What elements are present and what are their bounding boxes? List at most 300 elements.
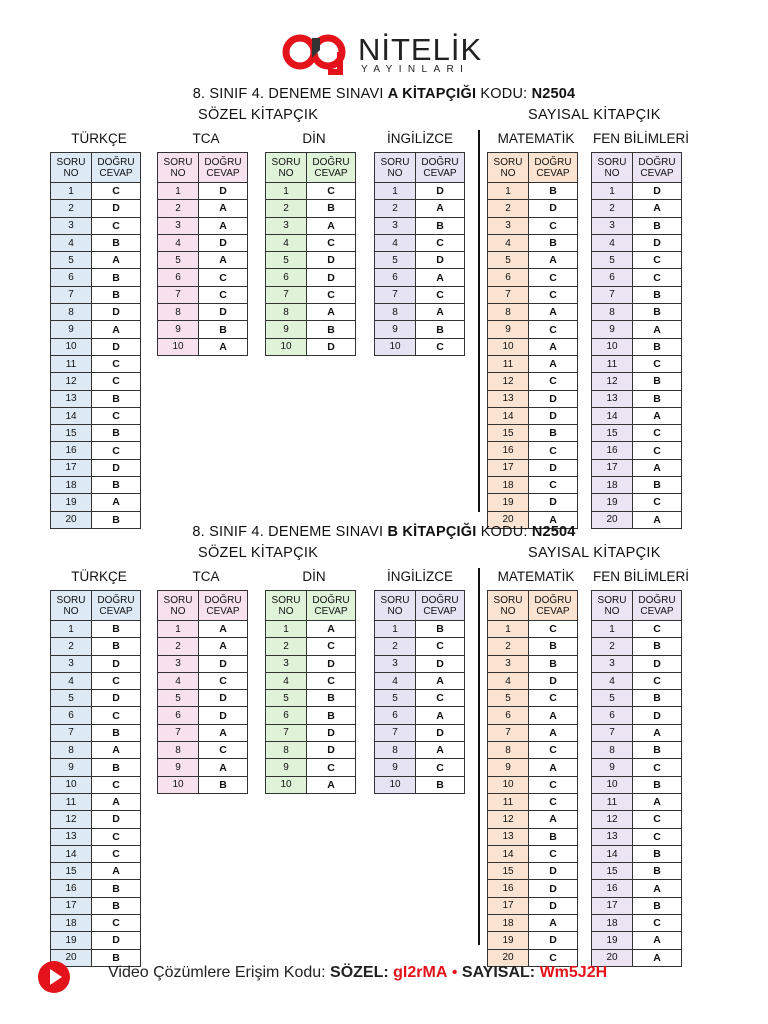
question-number: 8 xyxy=(375,742,416,759)
header-question-no: SORU NO xyxy=(51,591,92,621)
question-number: 1 xyxy=(592,621,633,638)
table-row xyxy=(51,217,141,234)
question-number: 6 xyxy=(375,707,416,724)
table-row xyxy=(51,183,141,200)
table-row xyxy=(51,672,141,689)
question-number: 7 xyxy=(51,286,92,303)
answer-cell: C xyxy=(633,425,682,442)
table-row xyxy=(51,425,141,442)
answer-cell: C xyxy=(416,638,465,655)
header-correct-answer: DOĞRU CEVAP xyxy=(416,153,465,183)
question-number: 5 xyxy=(592,252,633,269)
question-number: 11 xyxy=(488,793,529,810)
table-row xyxy=(488,793,578,810)
answer-cell: A xyxy=(416,672,465,689)
logo-mark-icon xyxy=(282,30,354,76)
table-row xyxy=(488,776,578,793)
table-row xyxy=(51,373,141,390)
answer-cell: D xyxy=(416,724,465,741)
table-row xyxy=(488,183,578,200)
question-number: 10 xyxy=(158,338,199,355)
question-number: 1 xyxy=(51,183,92,200)
question-number: 16 xyxy=(51,442,92,459)
table-row xyxy=(488,845,578,862)
answer-cell: A xyxy=(199,638,248,655)
header-question-no: SORU NO xyxy=(266,153,307,183)
table-row xyxy=(51,621,141,638)
table-row xyxy=(51,932,141,949)
play-icon[interactable] xyxy=(38,961,70,993)
table-row xyxy=(158,200,248,217)
answer-cell: B xyxy=(92,425,141,442)
question-number: 6 xyxy=(51,269,92,286)
verbal-booklet-heading: SÖZEL KİTAPÇIK xyxy=(198,545,319,561)
answer-key-table xyxy=(591,152,682,529)
table-row xyxy=(375,655,465,672)
question-number: 2 xyxy=(158,638,199,655)
answer-cell: C xyxy=(633,915,682,932)
subject-heading: FEN BİLİMLERİ xyxy=(592,131,690,146)
table-row xyxy=(51,845,141,862)
answer-cell: A xyxy=(529,707,578,724)
answer-key-table xyxy=(374,152,465,356)
answer-cell: B xyxy=(633,897,682,914)
question-number: 14 xyxy=(592,407,633,424)
question-number: 16 xyxy=(488,880,529,897)
answer-cell: A xyxy=(633,459,682,476)
answer-cell: A xyxy=(92,742,141,759)
header-question-no: SORU NO xyxy=(592,591,633,621)
table-row xyxy=(158,742,248,759)
question-number: 11 xyxy=(51,355,92,372)
question-number: 2 xyxy=(51,638,92,655)
question-number: 14 xyxy=(592,845,633,862)
question-number: 9 xyxy=(266,759,307,776)
question-number: 6 xyxy=(266,269,307,286)
answer-cell: D xyxy=(199,707,248,724)
question-number: 15 xyxy=(592,863,633,880)
subject-heading: MATEMATİK xyxy=(497,131,575,146)
answer-cell: C xyxy=(92,217,141,234)
header-correct-answer: DOĞRU CEVAP xyxy=(199,591,248,621)
table-row xyxy=(375,672,465,689)
table-row xyxy=(51,742,141,759)
question-number: 20 xyxy=(51,511,92,528)
table-row xyxy=(158,252,248,269)
table-row xyxy=(266,621,356,638)
question-number: 7 xyxy=(158,286,199,303)
section-title xyxy=(0,86,768,102)
question-number: 7 xyxy=(488,724,529,741)
subject-heading: TÜRKÇE xyxy=(71,569,127,584)
question-number: 20 xyxy=(488,511,529,528)
question-number: 4 xyxy=(592,672,633,689)
table-row xyxy=(592,897,682,914)
answer-cell: B xyxy=(199,776,248,793)
question-number: 10 xyxy=(375,338,416,355)
answer-cell: C xyxy=(92,845,141,862)
question-number: 9 xyxy=(488,321,529,338)
table-row xyxy=(51,863,141,880)
answer-cell: C xyxy=(92,915,141,932)
question-number: 14 xyxy=(51,845,92,862)
question-number: 8 xyxy=(266,304,307,321)
answer-cell: B xyxy=(633,373,682,390)
question-number: 5 xyxy=(592,690,633,707)
brand-logo xyxy=(282,30,483,80)
question-number: 8 xyxy=(51,304,92,321)
question-number: 4 xyxy=(375,234,416,251)
table-row xyxy=(375,742,465,759)
table-row xyxy=(158,724,248,741)
question-number: 11 xyxy=(51,793,92,810)
table-row xyxy=(592,390,682,407)
table-row xyxy=(488,863,578,880)
table-row xyxy=(51,407,141,424)
question-number: 4 xyxy=(266,234,307,251)
question-number: 9 xyxy=(488,759,529,776)
question-number: 4 xyxy=(266,672,307,689)
table-row xyxy=(488,304,578,321)
answer-cell: C xyxy=(92,407,141,424)
question-number: 17 xyxy=(592,459,633,476)
question-number: 18 xyxy=(51,477,92,494)
question-number: 11 xyxy=(592,793,633,810)
question-number: 13 xyxy=(488,828,529,845)
answer-cell: D xyxy=(416,655,465,672)
table-row xyxy=(488,672,578,689)
question-number: 2 xyxy=(488,200,529,217)
table-row xyxy=(266,759,356,776)
answer-cell: B xyxy=(529,234,578,251)
table-row xyxy=(51,759,141,776)
numeric-code: Wm5J2H xyxy=(539,964,608,981)
answer-cell: C xyxy=(529,776,578,793)
verbal-code: gI2rMA xyxy=(393,964,448,981)
answer-cell: C xyxy=(92,707,141,724)
answer-cell: A xyxy=(529,724,578,741)
answer-cell: C xyxy=(529,286,578,303)
subject-heading: TCA xyxy=(192,131,220,146)
question-number: 2 xyxy=(592,200,633,217)
table-row xyxy=(488,425,578,442)
table-row xyxy=(266,724,356,741)
question-number: 7 xyxy=(266,286,307,303)
table-row xyxy=(488,286,578,303)
question-number: 8 xyxy=(158,304,199,321)
question-number: 6 xyxy=(375,269,416,286)
answer-cell: D xyxy=(529,932,578,949)
answer-cell: C xyxy=(307,672,356,689)
answer-cell: A xyxy=(633,407,682,424)
question-number: 3 xyxy=(51,655,92,672)
table-row xyxy=(375,338,465,355)
table-row xyxy=(592,880,682,897)
table-row xyxy=(488,338,578,355)
answer-cell: D xyxy=(633,655,682,672)
question-number: 2 xyxy=(375,638,416,655)
question-number: 18 xyxy=(51,915,92,932)
answer-cell: D xyxy=(307,269,356,286)
table-row xyxy=(375,759,465,776)
table-row xyxy=(375,621,465,638)
table-row xyxy=(266,252,356,269)
question-number: 9 xyxy=(51,759,92,776)
answer-cell: D xyxy=(199,304,248,321)
question-number: 20 xyxy=(592,949,633,966)
table-row xyxy=(592,200,682,217)
answer-cell: A xyxy=(199,759,248,776)
answer-cell: D xyxy=(633,183,682,200)
answer-cell: A xyxy=(529,338,578,355)
title-kodu: KODU: xyxy=(480,86,528,102)
question-number: 10 xyxy=(51,776,92,793)
answer-cell: C xyxy=(633,252,682,269)
question-number: 3 xyxy=(266,655,307,672)
answer-cell: D xyxy=(199,655,248,672)
verbal-label: SÖZEL xyxy=(330,964,384,981)
table-row xyxy=(266,707,356,724)
answer-key-table xyxy=(157,590,248,794)
table-row xyxy=(158,304,248,321)
table-row xyxy=(488,269,578,286)
table-row xyxy=(158,672,248,689)
answer-cell: B xyxy=(92,897,141,914)
table-row xyxy=(51,897,141,914)
answer-cell: A xyxy=(199,252,248,269)
question-number: 5 xyxy=(375,690,416,707)
table-row xyxy=(158,690,248,707)
question-number: 3 xyxy=(592,217,633,234)
question-number: 1 xyxy=(375,621,416,638)
verbal-booklet-heading: SÖZEL KİTAPÇIK xyxy=(198,107,319,123)
table-row xyxy=(51,828,141,845)
answer-cell: C xyxy=(307,759,356,776)
answer-cell: B xyxy=(92,638,141,655)
answer-cell: B xyxy=(92,880,141,897)
question-number: 2 xyxy=(266,200,307,217)
answer-cell: D xyxy=(529,897,578,914)
answer-cell: A xyxy=(529,252,578,269)
table-row xyxy=(51,776,141,793)
header-correct-answer: DOĞRU CEVAP xyxy=(307,153,356,183)
question-number: 11 xyxy=(592,355,633,372)
table-row xyxy=(488,897,578,914)
answer-cell: D xyxy=(529,407,578,424)
answer-cell: C xyxy=(529,373,578,390)
question-number: 18 xyxy=(488,477,529,494)
answer-cell: D xyxy=(92,690,141,707)
answer-cell: B xyxy=(92,511,141,528)
answer-cell: D xyxy=(92,200,141,217)
table-row xyxy=(592,494,682,511)
question-number: 9 xyxy=(158,321,199,338)
exam-code: N2504 xyxy=(531,524,576,540)
numeric-label: SAYISAL xyxy=(461,964,530,981)
answer-cell: D xyxy=(92,655,141,672)
question-number: 2 xyxy=(266,638,307,655)
question-number: 8 xyxy=(158,742,199,759)
answer-cell: D xyxy=(416,252,465,269)
answer-cell: B xyxy=(92,724,141,741)
table-row xyxy=(592,863,682,880)
question-number: 10 xyxy=(592,776,633,793)
table-row xyxy=(51,724,141,741)
footer-text: Video Çözümlere Erişim Kodu: xyxy=(108,964,326,981)
question-number: 4 xyxy=(158,234,199,251)
answer-cell: A xyxy=(529,304,578,321)
answer-cell: D xyxy=(307,252,356,269)
question-number: 12 xyxy=(592,811,633,828)
question-number: 12 xyxy=(488,373,529,390)
answer-cell: A xyxy=(633,880,682,897)
answer-cell: C xyxy=(92,776,141,793)
table-row xyxy=(266,638,356,655)
answer-cell: A xyxy=(199,217,248,234)
table-row xyxy=(51,638,141,655)
table-row xyxy=(158,286,248,303)
question-number: 4 xyxy=(375,672,416,689)
question-number: 5 xyxy=(488,252,529,269)
answer-cell: A xyxy=(199,338,248,355)
table-row xyxy=(592,286,682,303)
answer-cell: A xyxy=(633,724,682,741)
question-number: 16 xyxy=(488,442,529,459)
header-correct-answer: DOĞRU CEVAP xyxy=(92,153,141,183)
answer-cell: C xyxy=(416,690,465,707)
question-number: 3 xyxy=(375,217,416,234)
table-row xyxy=(488,690,578,707)
table-row xyxy=(51,390,141,407)
table-row xyxy=(375,234,465,251)
answer-cell: C xyxy=(416,759,465,776)
answer-cell: C xyxy=(307,638,356,655)
section-divider xyxy=(478,568,480,945)
table-row xyxy=(488,638,578,655)
answer-cell: D xyxy=(633,707,682,724)
answer-cell: C xyxy=(92,183,141,200)
question-number: 4 xyxy=(488,672,529,689)
answer-key-table xyxy=(591,590,682,967)
table-row xyxy=(592,442,682,459)
answer-cell: A xyxy=(416,269,465,286)
answer-cell: B xyxy=(307,321,356,338)
question-number: 5 xyxy=(266,252,307,269)
title-prefix: 8. SINIF 4. DENEME SINAVI xyxy=(192,524,384,540)
question-number: 7 xyxy=(266,724,307,741)
answer-cell: C xyxy=(529,477,578,494)
question-number: 6 xyxy=(488,707,529,724)
answer-cell: B xyxy=(307,690,356,707)
table-row xyxy=(266,338,356,355)
table-row xyxy=(266,269,356,286)
answer-cell: C xyxy=(529,269,578,286)
answer-cell: D xyxy=(529,672,578,689)
answer-cell: B xyxy=(633,638,682,655)
answer-cell: C xyxy=(633,759,682,776)
table-row xyxy=(592,355,682,372)
answer-key-table xyxy=(265,590,356,794)
booklet-name: B KİTAPÇIĞI xyxy=(387,524,477,540)
question-number: 3 xyxy=(488,655,529,672)
header-question-no: SORU NO xyxy=(592,153,633,183)
question-number: 19 xyxy=(592,494,633,511)
question-number: 15 xyxy=(51,863,92,880)
answer-cell: B xyxy=(529,425,578,442)
question-number: 14 xyxy=(488,407,529,424)
question-number: 16 xyxy=(51,880,92,897)
subject-heading: İNGİLİZCE xyxy=(386,569,453,584)
table-row xyxy=(592,321,682,338)
question-number: 11 xyxy=(488,355,529,372)
header-correct-answer: DOĞRU CEVAP xyxy=(633,153,682,183)
answer-cell: C xyxy=(633,269,682,286)
table-row xyxy=(51,304,141,321)
header-question-no: SORU NO xyxy=(51,153,92,183)
answer-cell: C xyxy=(633,494,682,511)
answer-cell: A xyxy=(199,724,248,741)
question-number: 7 xyxy=(375,286,416,303)
question-number: 15 xyxy=(51,425,92,442)
question-number: 19 xyxy=(51,494,92,511)
answer-key-table xyxy=(50,590,141,967)
table-row xyxy=(592,269,682,286)
brand-name: NİTELİK xyxy=(358,32,483,67)
question-number: 5 xyxy=(158,252,199,269)
table-row xyxy=(266,776,356,793)
header-question-no: SORU NO xyxy=(375,153,416,183)
table-row xyxy=(592,252,682,269)
table-row xyxy=(592,724,682,741)
table-row xyxy=(592,742,682,759)
question-number: 10 xyxy=(375,776,416,793)
table-row xyxy=(592,373,682,390)
answer-cell: C xyxy=(633,621,682,638)
table-row xyxy=(375,217,465,234)
question-number: 1 xyxy=(375,183,416,200)
answer-cell: B xyxy=(529,638,578,655)
question-number: 15 xyxy=(488,863,529,880)
section-title xyxy=(0,524,768,540)
header-question-no: SORU NO xyxy=(488,591,529,621)
answer-cell: B xyxy=(633,776,682,793)
table-row xyxy=(592,338,682,355)
question-number: 4 xyxy=(488,234,529,251)
question-number: 8 xyxy=(488,304,529,321)
table-row xyxy=(488,200,578,217)
answer-cell: D xyxy=(307,724,356,741)
table-row xyxy=(158,776,248,793)
answer-key-table xyxy=(374,590,465,794)
answer-cell: C xyxy=(199,742,248,759)
question-number: 16 xyxy=(592,442,633,459)
table-row xyxy=(488,811,578,828)
question-number: 3 xyxy=(158,217,199,234)
question-number: 4 xyxy=(592,234,633,251)
answer-cell: A xyxy=(199,200,248,217)
table-row xyxy=(266,672,356,689)
answer-cell: C xyxy=(199,269,248,286)
answer-cell: C xyxy=(529,321,578,338)
question-number: 12 xyxy=(592,373,633,390)
question-number: 12 xyxy=(488,811,529,828)
question-number: 7 xyxy=(488,286,529,303)
answer-cell: C xyxy=(416,234,465,251)
answer-cell: B xyxy=(633,863,682,880)
table-row xyxy=(51,286,141,303)
question-number: 9 xyxy=(592,321,633,338)
answer-cell: C xyxy=(416,338,465,355)
